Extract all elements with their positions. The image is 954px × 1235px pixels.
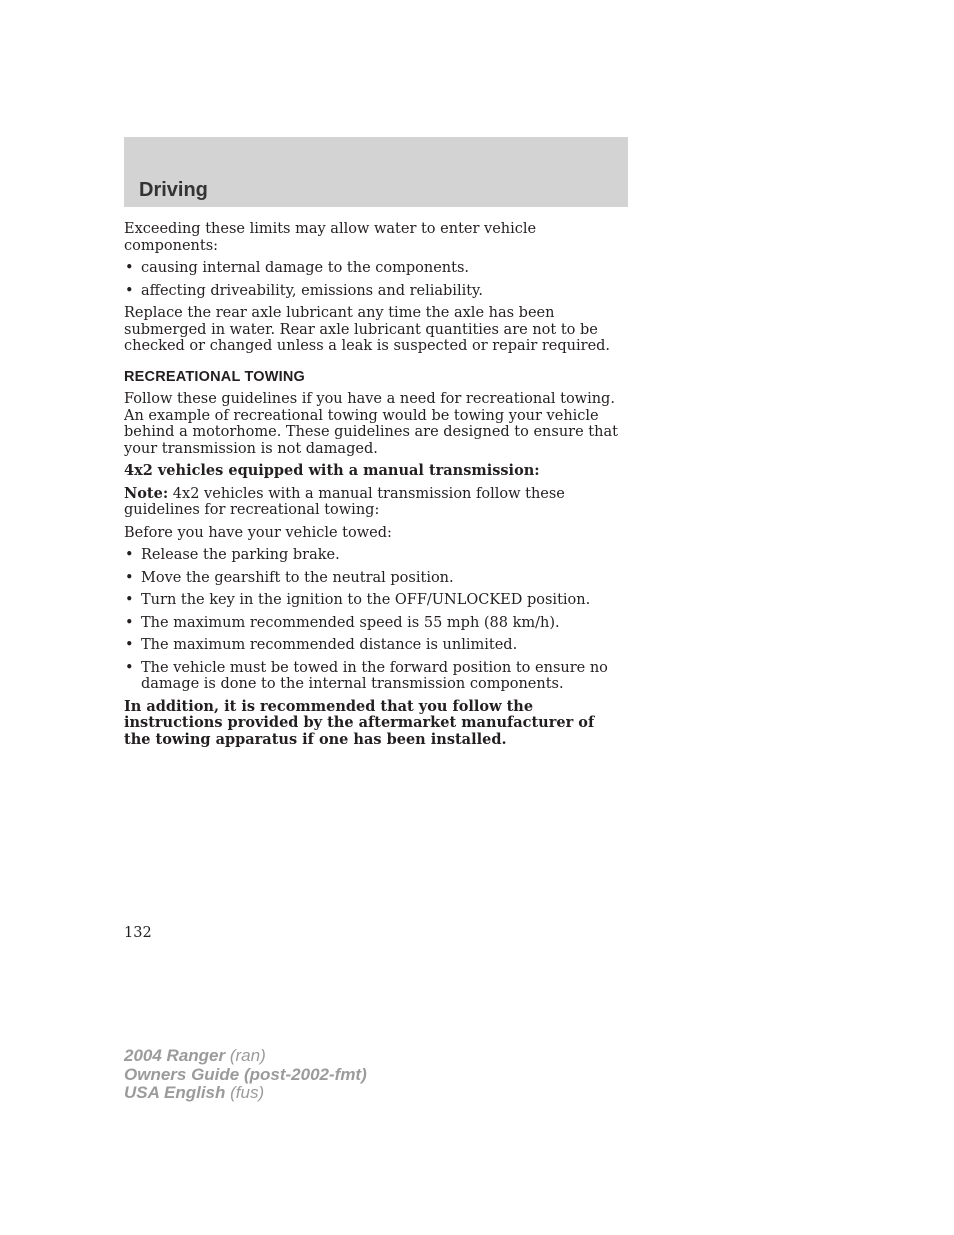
manual-transmission-subheading: 4x2 vehicles equipped with a manual transmission:: [124, 462, 540, 479]
bullet-icon: •: [125, 592, 134, 608]
list-item: • affecting driveability, emissions and reliability.: [125, 282, 483, 299]
list-item: • The maximum recommended speed is 55 mph (88 km/h).: [125, 614, 560, 631]
bullet-icon: •: [125, 659, 134, 676]
note-paragraph: [124, 486, 624, 519]
bullet-icon: •: [125, 569, 134, 586]
list-item: • Turn the key in the ignition to the OFF/UNLOCKED position.: [125, 592, 591, 608]
bullet-icon: •: [125, 614, 134, 631]
intro-bullet-list: [124, 260, 624, 299]
footer-line-guide: Owners Guide (post-2002-fmt): [124, 1064, 367, 1084]
bullet-icon: •: [125, 547, 134, 563]
bullet-icon: •: [125, 260, 134, 276]
footer-line-model: 2004 Ranger (ran): [124, 1046, 266, 1065]
page-content: [124, 221, 624, 754]
list-item: • causing internal damage to the components.: [125, 260, 470, 276]
note-text: 4x2 vehicles with a manual transmission follow these guidelines for recreational towing:: [124, 485, 565, 518]
axle-paragraph: Replace the rear axle lubricant any time the axle has been submerged in water. Rear axle lubricant quantities are not to be checked or changed unless a leak is suspected or repair required.: [124, 305, 611, 354]
section-title: Driving: [139, 179, 208, 201]
list-item: • Release the parking brake.: [125, 547, 340, 563]
list-item: • The vehicle must be towed in the forward position to ensure no damage is done to the internal transmission components.: [125, 659, 608, 692]
list-item: • Move the gearshift to the neutral position.: [125, 569, 454, 586]
document-footer: [124, 1047, 367, 1103]
intro-paragraph: Exceeding these limits may allow water to enter vehicle components:: [124, 221, 537, 254]
towing-paragraph: Follow these guidelines if you have a need for recreational towing. An example of recreational towing would be towing your vehicle behind a motorhome. These guidelines are designed to ensure that your transmission is not damaged.: [124, 391, 618, 457]
bullet-icon: •: [125, 282, 134, 299]
list-item: • The maximum recommended distance is unlimited.: [125, 637, 518, 653]
section-header-band: [124, 137, 628, 207]
bullet-icon: •: [125, 637, 134, 653]
page-number: 132: [124, 925, 152, 941]
towing-bullet-list: [124, 547, 624, 693]
footer-line-language: USA English (fus): [124, 1083, 265, 1102]
before-towed-paragraph: Before you have your vehicle towed:: [124, 524, 392, 541]
recreational-towing-heading: RECREATIONAL TOWING: [124, 368, 306, 385]
closing-bold-paragraph: In addition, it is recommended that you follow the instructions provided by the aftermarket manufacturer of the towing apparatus if one has been installed.: [124, 697, 595, 748]
note-label: Note:: [124, 484, 169, 502]
